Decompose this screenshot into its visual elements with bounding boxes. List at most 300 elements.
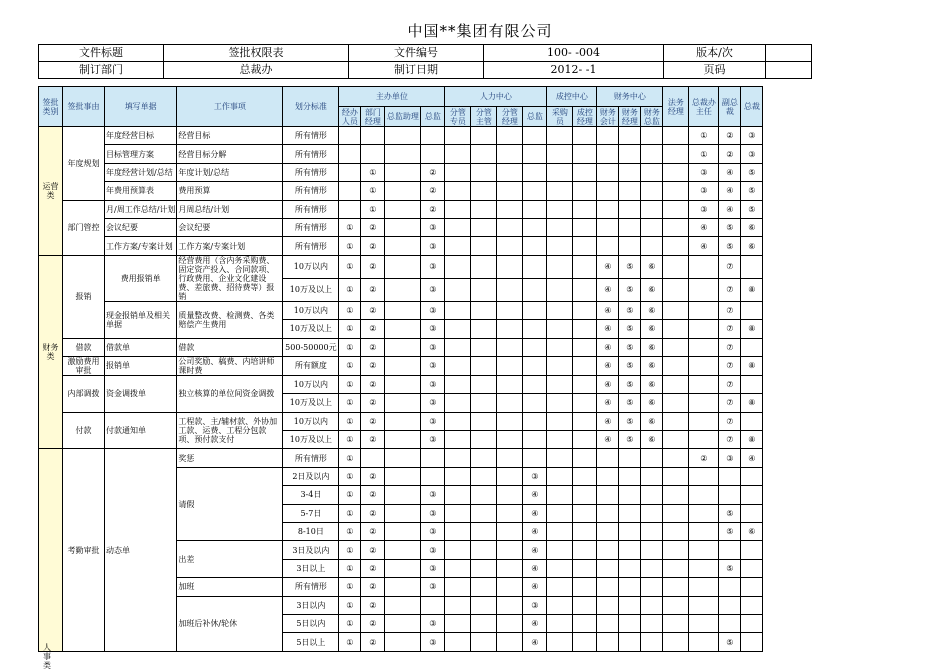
approval-step-cell bbox=[471, 237, 497, 255]
hdr-group-fin: 财务中心 bbox=[597, 87, 663, 107]
hdr-hr-mgr: 分管经理 bbox=[497, 107, 523, 127]
approval-step-cell: ② bbox=[361, 596, 385, 614]
approval-step-cell bbox=[471, 301, 497, 319]
approval-step-cell bbox=[471, 200, 497, 218]
approval-step-cell: ⑥ bbox=[641, 356, 663, 375]
approval-step-cell: ⑥ bbox=[741, 237, 763, 255]
approval-step-cell: ⑦ bbox=[719, 375, 741, 393]
approval-step-cell bbox=[689, 320, 719, 338]
dept-label: 制订部门 bbox=[39, 62, 164, 79]
approval-step-cell bbox=[471, 412, 497, 430]
doc-title: 签批权限表 bbox=[164, 45, 349, 62]
approval-step-cell bbox=[573, 182, 597, 200]
approval-step-cell bbox=[719, 486, 741, 504]
approval-step-cell bbox=[619, 504, 641, 522]
approval-step-cell: ⑥ bbox=[641, 394, 663, 412]
approval-step-cell: ② bbox=[361, 301, 385, 319]
approval-step-cell bbox=[641, 182, 663, 200]
approval-step-cell bbox=[597, 200, 619, 218]
approval-step-cell bbox=[663, 394, 689, 412]
approval-step-cell bbox=[471, 127, 497, 145]
approval-step-cell bbox=[689, 596, 719, 614]
hdr-group-cost: 成控中心 bbox=[547, 87, 597, 107]
approval-step-cell bbox=[497, 541, 523, 559]
approval-step-cell bbox=[547, 278, 573, 301]
approval-step-cell bbox=[597, 614, 619, 632]
approval-step-cell: ③ bbox=[523, 467, 547, 485]
approval-step-cell bbox=[689, 559, 719, 577]
approval-step-cell: ② bbox=[719, 127, 741, 145]
item-comp: 加班后补休/轮休 bbox=[177, 596, 283, 651]
item-fee: 经营费用（含内务采购费、固定资产投入、合同款项、行政费用、企业文化建设费、差旅费、招待费等）报销 bbox=[177, 255, 283, 301]
hdr-hr-dir: 总监 bbox=[523, 107, 547, 127]
approval-step-cell bbox=[619, 559, 641, 577]
approval-step-cell bbox=[385, 467, 421, 485]
approval-step-cell: ① bbox=[339, 412, 361, 430]
approval-step-cell: ① bbox=[689, 127, 719, 145]
approval-step-cell bbox=[385, 163, 421, 181]
approval-step-cell: ③ bbox=[689, 163, 719, 181]
approval-step-cell bbox=[689, 486, 719, 504]
approval-step-cell: ④ bbox=[523, 486, 547, 504]
approval-step-cell: ③ bbox=[421, 614, 445, 632]
item-quality: 质量整改费、检测费、各类赔偿产生费用 bbox=[177, 301, 283, 338]
approval-step-cell bbox=[573, 163, 597, 181]
approval-step-cell: ⑤ bbox=[619, 431, 641, 449]
hdr-host-dir: 总监 bbox=[421, 107, 445, 127]
approval-step-cell: ① bbox=[339, 301, 361, 319]
approval-step-cell bbox=[663, 486, 689, 504]
approval-step-cell bbox=[641, 614, 663, 632]
standard-cell: 5-7日 bbox=[283, 504, 339, 522]
hdr-ceo-office: 总裁办主任 bbox=[689, 87, 719, 127]
approval-step-cell bbox=[663, 449, 689, 467]
approval-step-cell bbox=[619, 541, 641, 559]
approval-step-cell: ④ bbox=[689, 237, 719, 255]
approval-step-cell bbox=[547, 486, 573, 504]
approval-step-cell: ⑤ bbox=[741, 163, 763, 181]
approval-step-cell bbox=[641, 559, 663, 577]
approval-step-cell bbox=[719, 541, 741, 559]
hdr-standard: 划分标准 bbox=[283, 87, 339, 127]
approval-step-cell: ⑥ bbox=[641, 338, 663, 356]
approval-step-cell bbox=[523, 375, 547, 393]
approval-step-cell bbox=[573, 467, 597, 485]
approval-step-cell: ⑦ bbox=[719, 338, 741, 356]
approval-step-cell bbox=[445, 596, 471, 614]
approval-step-cell bbox=[641, 163, 663, 181]
approval-step-cell bbox=[361, 449, 385, 467]
approval-step-cell bbox=[471, 578, 497, 596]
approval-step-cell: ⑤ bbox=[619, 394, 641, 412]
approval-step-cell: ⑤ bbox=[741, 200, 763, 218]
approval-step-cell bbox=[573, 145, 597, 163]
doc-no: 100- -004 bbox=[484, 45, 664, 62]
approval-step-cell bbox=[445, 375, 471, 393]
approval-step-cell bbox=[523, 301, 547, 319]
approval-step-cell bbox=[497, 578, 523, 596]
approval-step-cell bbox=[421, 145, 445, 163]
approval-step-cell bbox=[597, 467, 619, 485]
form-cash: 现金报销单及相关单据 bbox=[105, 301, 177, 338]
approval-step-cell bbox=[385, 559, 421, 577]
approval-step-cell: ② bbox=[361, 504, 385, 522]
approval-step-cell: ③ bbox=[421, 504, 445, 522]
approval-step-cell bbox=[547, 255, 573, 278]
approval-step-cell bbox=[547, 467, 573, 485]
approval-step-cell bbox=[573, 127, 597, 145]
approval-step-cell: ③ bbox=[421, 278, 445, 301]
approval-step-cell bbox=[339, 163, 361, 181]
approval-step-cell: ④ bbox=[597, 394, 619, 412]
item-overtime: 加班 bbox=[177, 578, 283, 596]
approval-step-cell bbox=[573, 614, 597, 632]
approval-step-cell bbox=[663, 255, 689, 278]
approval-step-cell bbox=[663, 320, 689, 338]
approval-step-cell bbox=[497, 504, 523, 522]
approval-step-cell: ① bbox=[339, 218, 361, 236]
approval-step-cell bbox=[385, 504, 421, 522]
approval-step-cell: ③ bbox=[421, 431, 445, 449]
approval-step-cell bbox=[641, 145, 663, 163]
group-dept: 部门管控 bbox=[63, 200, 105, 255]
approval-step-cell: ② bbox=[361, 320, 385, 338]
approval-step-cell bbox=[573, 237, 597, 255]
approval-step-cell bbox=[547, 578, 573, 596]
approval-step-cell bbox=[689, 375, 719, 393]
approval-step-cell bbox=[385, 486, 421, 504]
approval-step-cell bbox=[547, 145, 573, 163]
approval-step-cell: ⑤ bbox=[719, 237, 741, 255]
approval-step-cell bbox=[663, 127, 689, 145]
version-value bbox=[766, 45, 812, 62]
approval-step-cell: ⑥ bbox=[641, 255, 663, 278]
approval-step-cell bbox=[445, 320, 471, 338]
approval-step-cell bbox=[523, 255, 547, 278]
approval-step-cell bbox=[597, 578, 619, 596]
standard-cell: 所有情形 bbox=[283, 200, 339, 218]
approval-step-cell: ② bbox=[361, 578, 385, 596]
approval-step-cell bbox=[497, 320, 523, 338]
date-label: 制订日期 bbox=[349, 62, 484, 79]
approval-step-cell bbox=[385, 412, 421, 430]
hdr-vp: 副总裁 bbox=[719, 87, 741, 127]
approval-step-cell: ② bbox=[421, 200, 445, 218]
approval-step-cell bbox=[689, 338, 719, 356]
approval-step-cell bbox=[619, 523, 641, 541]
form-payment: 付款通知单 bbox=[105, 412, 177, 449]
approval-step-cell bbox=[597, 596, 619, 614]
approval-step-cell bbox=[597, 486, 619, 504]
approval-step-cell: ① bbox=[339, 523, 361, 541]
approval-step-cell bbox=[547, 356, 573, 375]
approval-step-cell bbox=[471, 467, 497, 485]
approval-step-cell bbox=[619, 163, 641, 181]
date: 2012- -1 bbox=[484, 62, 664, 79]
approval-step-cell bbox=[471, 255, 497, 278]
approval-step-cell bbox=[471, 449, 497, 467]
approval-step-cell bbox=[385, 301, 421, 319]
standard-cell: 5日以内 bbox=[283, 614, 339, 632]
approval-step-cell bbox=[573, 578, 597, 596]
approval-step-cell bbox=[497, 200, 523, 218]
hdr-group-host: 主办单位 bbox=[339, 87, 445, 107]
approval-step-cell bbox=[573, 301, 597, 319]
approval-step-cell bbox=[597, 218, 619, 236]
approval-step-cell: ⑦ bbox=[719, 431, 741, 449]
approval-step-cell: ② bbox=[361, 356, 385, 375]
approval-step-cell: ⑥ bbox=[641, 278, 663, 301]
approval-step-cell bbox=[445, 255, 471, 278]
approval-step-cell: ② bbox=[361, 278, 385, 301]
approval-step-cell bbox=[497, 255, 523, 278]
form-cell: 工作方案/专案计划 bbox=[105, 237, 177, 255]
approval-step-cell bbox=[385, 278, 421, 301]
approval-step-cell bbox=[445, 218, 471, 236]
hdr-matter: 签批事由 bbox=[63, 87, 105, 127]
approval-step-cell: ⑥ bbox=[641, 375, 663, 393]
approval-step-cell bbox=[689, 578, 719, 596]
approval-step-cell bbox=[445, 449, 471, 467]
doc-info-table bbox=[38, 44, 812, 79]
approval-step-cell bbox=[471, 320, 497, 338]
approval-step-cell bbox=[385, 237, 421, 255]
approval-step-cell bbox=[573, 338, 597, 356]
approval-step-cell: ③ bbox=[719, 449, 741, 467]
approval-step-cell bbox=[385, 578, 421, 596]
item-transfer: 独立核算的单位间资金调拨 bbox=[177, 375, 283, 412]
standard-cell: 所有情形 bbox=[283, 163, 339, 181]
approval-step-cell bbox=[663, 614, 689, 632]
approval-step-cell bbox=[619, 145, 641, 163]
approval-step-cell bbox=[471, 504, 497, 522]
doc-no-label: 文件编号 bbox=[349, 45, 484, 62]
standard-cell: 10万以内 bbox=[283, 301, 339, 319]
approval-step-cell bbox=[523, 182, 547, 200]
approval-step-cell bbox=[641, 200, 663, 218]
approval-step-cell bbox=[471, 338, 497, 356]
approval-step-cell bbox=[445, 504, 471, 522]
approval-step-cell: ⑤ bbox=[619, 255, 641, 278]
approval-step-cell bbox=[641, 633, 663, 651]
approval-step-cell: ① bbox=[339, 338, 361, 356]
approval-step-cell bbox=[597, 237, 619, 255]
item-pay: 工程款、主/辅材款、外协加工款、运费、工程分包款项、预付款支付 bbox=[177, 412, 283, 449]
approval-step-cell bbox=[741, 375, 763, 393]
item-cell: 借款 bbox=[177, 338, 283, 356]
approval-step-cell: ① bbox=[339, 486, 361, 504]
approval-step-cell bbox=[741, 633, 763, 651]
approval-step-cell: ③ bbox=[421, 375, 445, 393]
approval-step-cell: ③ bbox=[421, 320, 445, 338]
approval-step-cell bbox=[497, 163, 523, 181]
standard-cell: 10万及以上 bbox=[283, 394, 339, 412]
approval-step-cell bbox=[523, 145, 547, 163]
approval-step-cell bbox=[741, 559, 763, 577]
approval-step-cell bbox=[471, 559, 497, 577]
item-cell: 经营目标 bbox=[177, 127, 283, 145]
approval-table bbox=[38, 86, 763, 652]
approval-step-cell: ① bbox=[689, 145, 719, 163]
approval-step-cell: ③ bbox=[421, 255, 445, 278]
approval-step-cell: ① bbox=[339, 578, 361, 596]
approval-step-cell bbox=[619, 614, 641, 632]
approval-step-cell bbox=[689, 394, 719, 412]
approval-step-cell bbox=[471, 182, 497, 200]
approval-step-cell bbox=[471, 541, 497, 559]
approval-step-cell bbox=[547, 559, 573, 577]
approval-step-cell bbox=[497, 523, 523, 541]
approval-step-cell bbox=[547, 596, 573, 614]
approval-step-cell bbox=[471, 633, 497, 651]
standard-cell: 3日以内 bbox=[283, 596, 339, 614]
approval-step-cell: ⑤ bbox=[619, 356, 641, 375]
approval-step-cell bbox=[547, 523, 573, 541]
approval-step-cell: ① bbox=[339, 431, 361, 449]
approval-step-cell bbox=[573, 431, 597, 449]
approval-step-cell bbox=[497, 145, 523, 163]
approval-step-cell bbox=[573, 278, 597, 301]
approval-step-cell: ② bbox=[361, 375, 385, 393]
standard-cell: 5日以上 bbox=[283, 633, 339, 651]
approval-step-cell: ⑤ bbox=[719, 559, 741, 577]
approval-step-cell bbox=[385, 596, 421, 614]
page-value bbox=[766, 62, 812, 79]
approval-step-cell: ① bbox=[339, 394, 361, 412]
approval-step-cell bbox=[547, 182, 573, 200]
approval-step-cell bbox=[689, 504, 719, 522]
approval-step-cell bbox=[689, 301, 719, 319]
approval-step-cell bbox=[385, 145, 421, 163]
approval-step-cell bbox=[573, 320, 597, 338]
approval-step-cell bbox=[445, 394, 471, 412]
approval-step-cell bbox=[663, 633, 689, 651]
approval-step-cell: ③ bbox=[421, 633, 445, 651]
approval-step-cell: ② bbox=[361, 467, 385, 485]
page-label: 页码 bbox=[664, 62, 766, 79]
approval-step-cell bbox=[597, 541, 619, 559]
approval-step-cell: ⑤ bbox=[619, 320, 641, 338]
approval-step-cell bbox=[719, 578, 741, 596]
approval-step-cell bbox=[361, 127, 385, 145]
approval-step-cell bbox=[689, 255, 719, 278]
approval-step-cell: ④ bbox=[597, 356, 619, 375]
hdr-form: 填写单据 bbox=[105, 87, 177, 127]
standard-cell: 10万以内 bbox=[283, 375, 339, 393]
approval-step-cell bbox=[445, 614, 471, 632]
form-cell: 月/周工作总结/计划 bbox=[105, 200, 177, 218]
approval-step-cell: ① bbox=[339, 541, 361, 559]
approval-step-cell bbox=[547, 394, 573, 412]
approval-step-cell bbox=[471, 431, 497, 449]
hdr-host-mgr: 部门经理 bbox=[361, 107, 385, 127]
approval-step-cell: ① bbox=[339, 320, 361, 338]
approval-step-cell bbox=[573, 200, 597, 218]
standard-cell: 10万以内 bbox=[283, 255, 339, 278]
approval-step-cell bbox=[523, 394, 547, 412]
standard-cell: 所有情形 bbox=[283, 127, 339, 145]
hdr-host-staff: 经办人员 bbox=[339, 107, 361, 127]
approval-step-cell bbox=[497, 559, 523, 577]
approval-step-cell: ① bbox=[339, 237, 361, 255]
approval-step-cell: ⑦ bbox=[719, 320, 741, 338]
approval-step-cell: ① bbox=[339, 596, 361, 614]
form-cell: 年费用预算表 bbox=[105, 182, 177, 200]
approval-step-cell bbox=[497, 356, 523, 375]
approval-step-cell: ⑦ bbox=[719, 255, 741, 278]
approval-step-cell: ③ bbox=[421, 578, 445, 596]
approval-step-cell: ② bbox=[361, 412, 385, 430]
approval-step-cell: ④ bbox=[523, 523, 547, 541]
approval-step-cell bbox=[497, 218, 523, 236]
approval-step-cell bbox=[523, 320, 547, 338]
approval-step-cell bbox=[497, 486, 523, 504]
approval-step-cell: ④ bbox=[523, 504, 547, 522]
approval-step-cell bbox=[523, 278, 547, 301]
approval-step-cell bbox=[719, 614, 741, 632]
approval-step-cell: ⑤ bbox=[619, 375, 641, 393]
approval-step-cell: ② bbox=[361, 541, 385, 559]
form-cell: 年度经营计划/总结 bbox=[105, 163, 177, 181]
category-hr: 人事类 bbox=[43, 643, 51, 670]
approval-step-cell: ③ bbox=[421, 218, 445, 236]
approval-step-cell bbox=[597, 182, 619, 200]
approval-step-cell bbox=[523, 163, 547, 181]
approval-step-cell bbox=[663, 182, 689, 200]
approval-step-cell bbox=[523, 338, 547, 356]
approval-step-cell bbox=[547, 237, 573, 255]
approval-step-cell: ⑥ bbox=[741, 218, 763, 236]
approval-step-cell bbox=[547, 200, 573, 218]
approval-step-cell bbox=[641, 504, 663, 522]
approval-step-cell: ④ bbox=[719, 182, 741, 200]
approval-step-cell: ② bbox=[361, 559, 385, 577]
approval-step-cell bbox=[445, 301, 471, 319]
hdr-hr-staff: 分管专员 bbox=[445, 107, 471, 127]
approval-step-cell: ④ bbox=[597, 338, 619, 356]
approval-step-cell bbox=[523, 449, 547, 467]
approval-step-cell bbox=[663, 145, 689, 163]
approval-step-cell bbox=[741, 578, 763, 596]
approval-step-cell: ④ bbox=[597, 301, 619, 319]
item-cell: 费用预算 bbox=[177, 182, 283, 200]
approval-step-cell: ④ bbox=[597, 431, 619, 449]
form-reimb2: 报销单 bbox=[105, 356, 177, 375]
approval-step-cell: ① bbox=[361, 200, 385, 218]
group-incentive: 激励费用审批 bbox=[63, 356, 105, 375]
approval-step-cell bbox=[385, 218, 421, 236]
group-attendance: 考勤审批 bbox=[63, 449, 105, 651]
approval-step-cell bbox=[471, 218, 497, 236]
approval-step-cell: ⑥ bbox=[741, 523, 763, 541]
approval-step-cell: ① bbox=[339, 467, 361, 485]
approval-step-cell bbox=[741, 412, 763, 430]
approval-step-cell: ① bbox=[339, 255, 361, 278]
hdr-host-asst: 总监助理 bbox=[385, 107, 421, 127]
approval-step-cell bbox=[597, 145, 619, 163]
approval-step-cell bbox=[597, 163, 619, 181]
standard-cell: 所有情形 bbox=[283, 237, 339, 255]
approval-step-cell bbox=[445, 541, 471, 559]
approval-step-cell bbox=[597, 504, 619, 522]
approval-step-cell bbox=[663, 431, 689, 449]
approval-step-cell bbox=[471, 145, 497, 163]
standard-cell: 3-4日 bbox=[283, 486, 339, 504]
approval-step-cell: ③ bbox=[741, 145, 763, 163]
approval-step-cell bbox=[573, 356, 597, 375]
approval-step-cell bbox=[547, 412, 573, 430]
approval-step-cell: ④ bbox=[597, 320, 619, 338]
